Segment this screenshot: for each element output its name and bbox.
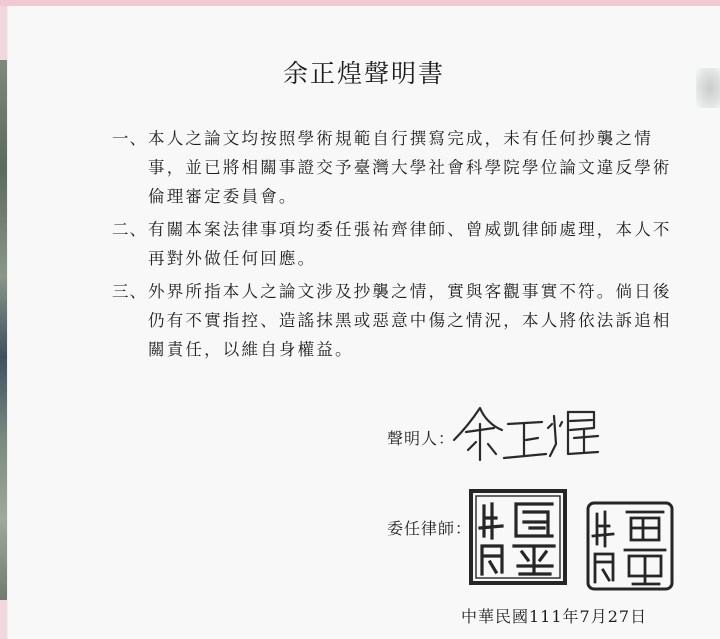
lawyer-label: 委任律師： (387, 519, 473, 538)
document-date: 中華民國111年7月27日 (461, 607, 648, 626)
background-photo-edge (0, 60, 7, 600)
item-text: 有關本案法律事項均委任張祐齊律師、曾威凱律師處理，本人不再對外做任何回應。 (148, 220, 672, 268)
left-border-strip-bottom (0, 600, 7, 639)
lawyer-seal-stamp (468, 488, 568, 586)
lawyer-seal-stamp (585, 500, 675, 592)
item-number: 二、 (112, 220, 147, 239)
statement-item (112, 124, 682, 211)
left-border-strip (0, 6, 7, 60)
item-text: 外界所指本人之論文涉及抄襲之情，實與客觀事實不符。倘日後仍有不實指控、造謠抹黑或惡意中傷之情況，本人將依法訴追相關責任，以維自身權益。 (148, 282, 672, 359)
document-title: 余正煌聲明書 (282, 59, 445, 88)
statement-items (112, 124, 682, 368)
declarant-label: 聲明人： (387, 429, 456, 448)
statement-document (8, 6, 720, 639)
statement-item (112, 277, 682, 364)
item-number: 一、 (112, 129, 147, 148)
item-number: 三、 (112, 282, 147, 301)
handwritten-signature (450, 394, 610, 466)
item-text: 本人之論文均按照學術規範自行撰寫完成，未有任何抄襲之情事，並已將相關事證交予臺灣大學社會科學院學位論文違反學術倫理審定委員會。 (148, 129, 672, 206)
statement-item (112, 215, 682, 273)
